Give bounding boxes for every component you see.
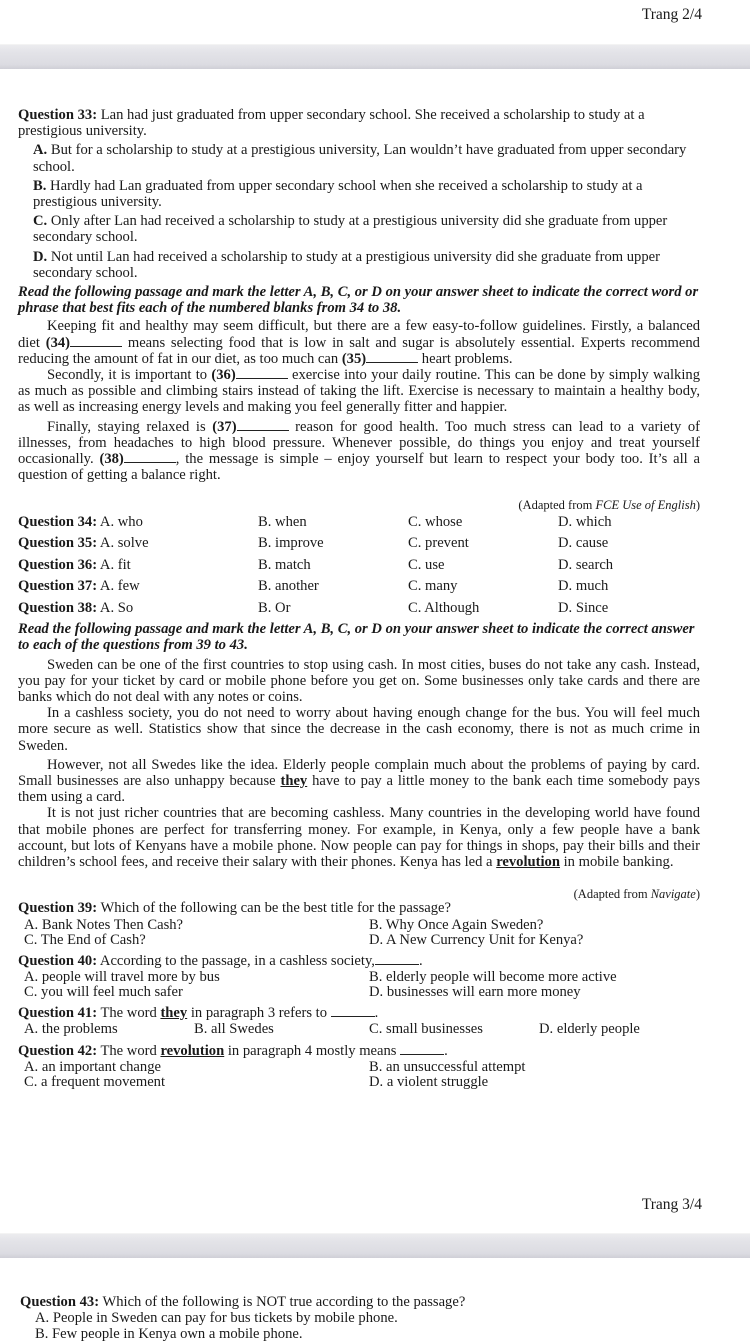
question-33 — [18, 107, 700, 281]
option-d[interactable]: D. elderly people — [539, 1021, 640, 1038]
option-a[interactable]: A. People in Sweden can pay for bus tickets by mobile phone. — [35, 1310, 398, 1327]
option-b[interactable]: B. Why Once Again Sweden? — [369, 916, 544, 933]
option-a[interactable] — [18, 142, 700, 174]
cloze-instruction: Read the following passage and mark the letter A, B, C, or D on your answer sheet to indicate the correct word or phrase that best fits each of the numbered blanks from 34 to 38. — [18, 284, 699, 317]
question-38-option-d[interactable]: D. Since — [558, 599, 609, 616]
blank-38-label: (38) — [99, 451, 124, 468]
question-34-option-b[interactable]: B. when — [258, 513, 307, 530]
option-c[interactable]: C. The End of Cash? — [24, 931, 146, 948]
question-34-option-c[interactable]: C. whose — [408, 513, 463, 530]
question-34-label-a[interactable]: Question 34: A. who — [18, 513, 143, 530]
reading-instruction: Read the following passage and mark the letter A, B, C, or D on your answer sheet to indicate the correct answer to each of the questions from 39 to 43. — [18, 621, 695, 654]
option-c[interactable]: C. you will feel much safer — [24, 983, 183, 1000]
question-35-option-c[interactable]: C. prevent — [408, 535, 469, 552]
underlined-word-they: they — [280, 773, 308, 789]
question-text: Lan had just graduated from upper secondary school. She received a scholarship to study at a prestigious university. — [18, 107, 645, 140]
option-d[interactable] — [18, 249, 700, 281]
page-separator — [0, 1233, 750, 1258]
question-34-option-d[interactable]: D. which — [558, 513, 612, 530]
question-36-option-d[interactable]: D. search — [558, 556, 614, 573]
option-b[interactable]: B. an unsuccessful attempt — [369, 1059, 526, 1076]
question-label: Question 33: — [18, 107, 98, 123]
option-c[interactable] — [18, 213, 700, 245]
reading-paragraph-2: In a cashless society, you do not need to worry about having enough change for the bus. You will feel much more secure as well. Statistics show that since the decrease in the cash economy, there is not as much crime in Sweden. — [18, 705, 700, 754]
question-43-stem: Question 43: Which of the following is NOT true according to the passage? — [20, 1294, 466, 1310]
option-d[interactable]: D. A New Currency Unit for Kenya? — [369, 931, 584, 948]
option-a[interactable]: A. the problems — [24, 1021, 118, 1038]
option-a[interactable]: A. people will travel more by bus — [24, 968, 220, 985]
question-37-label-a[interactable]: Question 37: A. few — [18, 578, 140, 595]
option-b[interactable] — [18, 178, 700, 210]
question-39 — [18, 900, 700, 946]
question-35-label-a[interactable]: Question 35: A. solve — [18, 535, 149, 552]
option-a[interactable]: A. an important change — [24, 1059, 161, 1076]
question-33-stem — [18, 107, 700, 139]
answer-blank — [400, 1043, 444, 1055]
option-d[interactable]: D. businesses will earn more money — [369, 983, 581, 1000]
blank-36-label: (36) — [211, 367, 236, 384]
reading-paragraph-1: Sweden can be one of the first countries to stop using cash. In most cities, buses do not take any cash. Instead, you pay for your ticket by card or mobile phone before you get on. Some businesses only take cards and there are banks which do not deal with any notes or coins. — [18, 656, 700, 705]
question-36-option-c[interactable]: C. use — [408, 556, 445, 573]
reading-source: (Adapted from Navigate) — [573, 887, 700, 902]
question-37-option-b[interactable]: B. another — [258, 578, 319, 595]
option-b[interactable]: B. elderly people will become more active — [369, 968, 617, 985]
question-38-label-a[interactable]: Question 38: A. So — [18, 599, 134, 616]
question-36-option-b[interactable]: B. match — [258, 556, 311, 573]
blank-38 — [124, 451, 176, 463]
blank-37-label: (37) — [212, 418, 237, 435]
option-text: Only after Lan had received a scholarship to study at a prestigious university did she graduate from upper secondary school. — [33, 213, 668, 246]
cloze-paragraph-2: Secondly, it is important to (36) exercise into your daily routine. This can be done by simply walking as much as possible and climbing stairs instead of taking the lift. Exercise is necessary to maintain a healthy body, as well as increasing energy levels and making you feel generally fitter and happier. — [18, 367, 700, 416]
answer-blank — [375, 953, 419, 965]
page-number-bottom: Trang 3/4 — [641, 1196, 702, 1213]
option-b[interactable]: B. all Swedes — [194, 1021, 274, 1038]
page-number-top: Trang 2/4 — [641, 6, 702, 23]
question-43 — [20, 1294, 702, 1343]
cloze-question-grid — [18, 514, 700, 622]
question-35-option-b[interactable]: B. improve — [258, 535, 324, 552]
option-letter: B. — [33, 177, 47, 194]
question-36-label-a[interactable]: Question 36: A. fit — [18, 556, 131, 573]
question-39-stem: Question 39: Which of the following can be the best title for the passage? — [18, 900, 451, 917]
underlined-word-revolution: revolution — [496, 854, 560, 871]
cloze-paragraph-3: Finally, staying relaxed is (37) reason for good health. Too much stress can lead to a variety of illnesses, from headaches to high blood pressure. Whenever possible, do things you enjoy and treat yourself occasionally. (38) , the message is simple – enjoy yourself but learn to respect your body too. It’s all a question of getting a balance right. — [18, 418, 700, 484]
question-38-option-c[interactable]: C. Although — [408, 599, 480, 616]
question-37-option-c[interactable]: C. many — [408, 578, 458, 595]
question-35-option-d[interactable]: D. cause — [558, 535, 609, 552]
question-41-stem: Question 41: The word they in paragraph 3 refers to . — [18, 1004, 379, 1021]
option-c[interactable]: C. a frequent movement — [24, 1074, 166, 1091]
cloze-source: (Adapted from FCE Use of English) — [518, 498, 700, 513]
answer-blank — [331, 1005, 375, 1017]
option-letter: C. — [33, 213, 48, 230]
reading-paragraph-3: However, not all Swedes like the idea. Elderly people complain much about the problems of paying by card. Small businesses are also unhappy because they have to pay a little money to the bank each time somebody pays them using a card. — [18, 756, 701, 806]
option-letter: D. — [33, 248, 48, 265]
question-40-stem: Question 40: According to the passage, in a cashless society, . — [18, 952, 423, 969]
question-41 — [18, 1005, 700, 1037]
question-40 — [18, 953, 700, 999]
cloze-paragraph-1: Keeping fit and healthy may seem difficult, but there are a few easy-to-follow guidelines. Firstly, a balanced diet (34) means selecting food that is low in salt and sugar is absolutely essential. Experts recommend reducing the amount of fat in our diet, as too much can (35) heart problems. — [18, 318, 700, 367]
blank-34-label: (34) — [45, 334, 71, 351]
page-content — [18, 107, 700, 1089]
page-separator — [0, 44, 750, 69]
option-c[interactable]: C. small businesses — [369, 1021, 483, 1038]
option-letter: A. — [33, 142, 48, 159]
option-b[interactable]: B. Few people in Kenya own a mobile phone. — [35, 1326, 303, 1343]
question-42-stem: Question 42: The word revolution in paragraph 4 mostly means . — [18, 1043, 448, 1060]
option-a[interactable]: A. Bank Notes Then Cash? — [24, 916, 184, 933]
blank-37 — [237, 419, 289, 431]
blank-36 — [236, 367, 288, 379]
option-text: Not until Lan had received a scholarship to study at a prestigious university did she graduate from upper secondary school. — [33, 248, 660, 281]
question-38-option-b[interactable]: B. Or — [258, 599, 291, 616]
question-37-option-d[interactable]: D. much — [558, 578, 609, 595]
option-text: Hardly had Lan graduated from upper secondary school when she received a scholarship to study at a prestigious university. — [33, 177, 643, 211]
option-text: But for a scholarship to study at a prestigious university, Lan wouldn’t have graduated from upper secondary school. — [33, 142, 687, 175]
reading-paragraph-4: It is not just richer countries that are becoming cashless. Many countries in the developing world have found that mobile phones are perfect for transferring money. For example, in Kenya, only a few people have a bank account, but lots of Kenyans have a mobile phone. Now people can pay for things in shops, pay their bills and their children’s school fees, and receive their salary with their phones. Kenya has led a revolution in mobile banking. — [18, 805, 700, 871]
blank-35 — [366, 351, 418, 363]
blank-35-label: (35) — [341, 350, 367, 367]
question-42 — [18, 1043, 700, 1089]
blank-34 — [70, 335, 122, 347]
option-d[interactable]: D. a violent struggle — [369, 1074, 489, 1091]
